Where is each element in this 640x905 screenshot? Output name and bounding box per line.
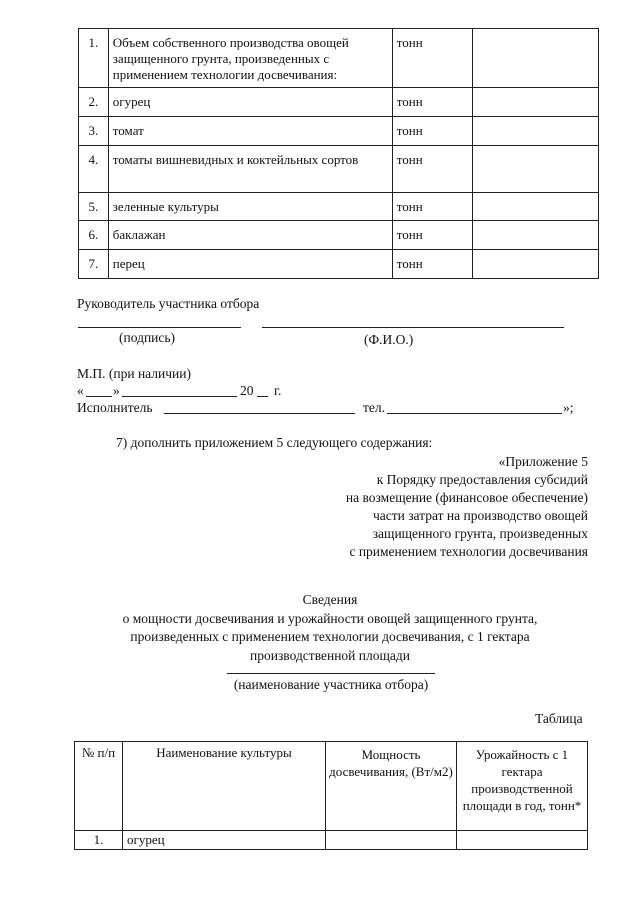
row-value[interactable] xyxy=(473,221,599,250)
row-crop: огурец xyxy=(123,831,326,850)
capacity-table xyxy=(74,741,588,850)
row-value[interactable] xyxy=(473,117,599,146)
participant-caption: (наименование участника отбора) xyxy=(233,677,429,692)
date-year-prefix: 20 xyxy=(240,383,254,398)
table-row xyxy=(79,193,599,221)
table-row xyxy=(79,117,599,146)
col-header-capacity: Мощность досвечивания, (Вт/м2) xyxy=(326,742,457,831)
table-row xyxy=(79,29,599,88)
row-number: 1. xyxy=(79,29,109,88)
row-number: 7. xyxy=(79,250,109,279)
date-year-line[interactable] xyxy=(257,396,268,397)
phone-label: тел. xyxy=(363,400,386,415)
table-header-row xyxy=(75,742,588,831)
table-row xyxy=(75,831,588,850)
executor-line[interactable] xyxy=(164,413,355,414)
instruction-text: 7) дополнить приложением 5 следующего содержания: xyxy=(116,435,433,450)
appendix-line: к Порядку предоставления субсидий xyxy=(376,472,588,487)
date-day-line[interactable] xyxy=(86,396,112,397)
col-header-yield: Урожайность с 1 гектара производственной площади в год, тонн* xyxy=(457,742,588,831)
row-unit: тонн xyxy=(392,250,472,279)
date-month-line[interactable] xyxy=(122,396,237,397)
phone-line[interactable] xyxy=(387,413,562,414)
row-unit: тонн xyxy=(392,193,472,221)
col-header-crop: Наименование культуры xyxy=(123,742,326,831)
row-name: зеленные культуры xyxy=(108,193,392,221)
row-unit: тонн xyxy=(392,146,472,193)
fio-line[interactable] xyxy=(262,327,564,328)
executor-label: Исполнитель xyxy=(77,400,153,415)
appendix-line: части затрат на производство овощей xyxy=(372,508,588,523)
phone-end-quote: »; xyxy=(563,400,574,415)
row-value[interactable] xyxy=(473,193,599,221)
appendix-line: на возмещение (финансовое обеспечение) xyxy=(345,490,588,505)
row-name: Объем собственного производства овощей защищенного грунта, произведенных с применением технологии досвечивания: xyxy=(108,29,392,88)
row-value[interactable] xyxy=(473,88,599,117)
row-unit: тонн xyxy=(392,29,472,88)
signature-caption: (подпись) xyxy=(119,330,176,345)
table-row xyxy=(79,88,599,117)
table-row xyxy=(79,250,599,279)
row-unit: тонн xyxy=(392,221,472,250)
row-name: перец xyxy=(108,250,392,279)
row-capacity[interactable] xyxy=(326,831,457,850)
row-number: 1. xyxy=(75,831,123,850)
date-open-quote: « xyxy=(77,383,84,398)
stamp-label: М.П. (при наличии) xyxy=(77,366,191,381)
heading-title: Сведения xyxy=(302,592,358,607)
table-row xyxy=(79,146,599,193)
heading-line: о мощности досвечивания и урожайности овощей защищенного грунта, xyxy=(122,610,538,626)
production-table xyxy=(78,28,599,279)
fio-caption: (Ф.И.О.) xyxy=(364,332,414,347)
heading-line: производственной площади xyxy=(250,647,410,663)
appendix-line: с применением технологии досвечивания xyxy=(349,544,588,559)
signature-line[interactable] xyxy=(78,327,241,328)
appendix-block xyxy=(268,453,588,561)
row-unit: тонн xyxy=(392,88,472,117)
document-heading xyxy=(60,591,600,665)
row-value[interactable] xyxy=(473,146,599,193)
row-unit: тонн xyxy=(392,117,472,146)
row-name: томат xyxy=(108,117,392,146)
row-number: 4. xyxy=(79,146,109,193)
row-value[interactable] xyxy=(473,250,599,279)
row-number: 2. xyxy=(79,88,109,117)
row-number: 5. xyxy=(79,193,109,221)
row-number: 3. xyxy=(79,117,109,146)
row-name: баклажан xyxy=(108,221,392,250)
signature-head: Руководитель участника отбора xyxy=(77,296,260,311)
row-value[interactable] xyxy=(473,29,599,88)
appendix-line: защищенного грунта, произведенных xyxy=(372,526,588,541)
table-row xyxy=(79,221,599,250)
row-number: 6. xyxy=(79,221,109,250)
row-name: огурец xyxy=(108,88,392,117)
row-name: томаты вишневидных и коктейльных сортов xyxy=(108,146,392,193)
date-year-suffix: г. xyxy=(274,383,282,398)
col-header-number: № п/п xyxy=(75,742,123,831)
participant-name-line[interactable] xyxy=(227,673,435,674)
date-close-quote: » xyxy=(113,383,120,398)
heading-line: произведенных с применением технологии досвечивания, с 1 гектара xyxy=(130,629,530,644)
table-label: Таблица xyxy=(535,711,583,726)
row-yield[interactable] xyxy=(457,831,588,850)
appendix-line: «Приложение 5 xyxy=(498,454,588,469)
